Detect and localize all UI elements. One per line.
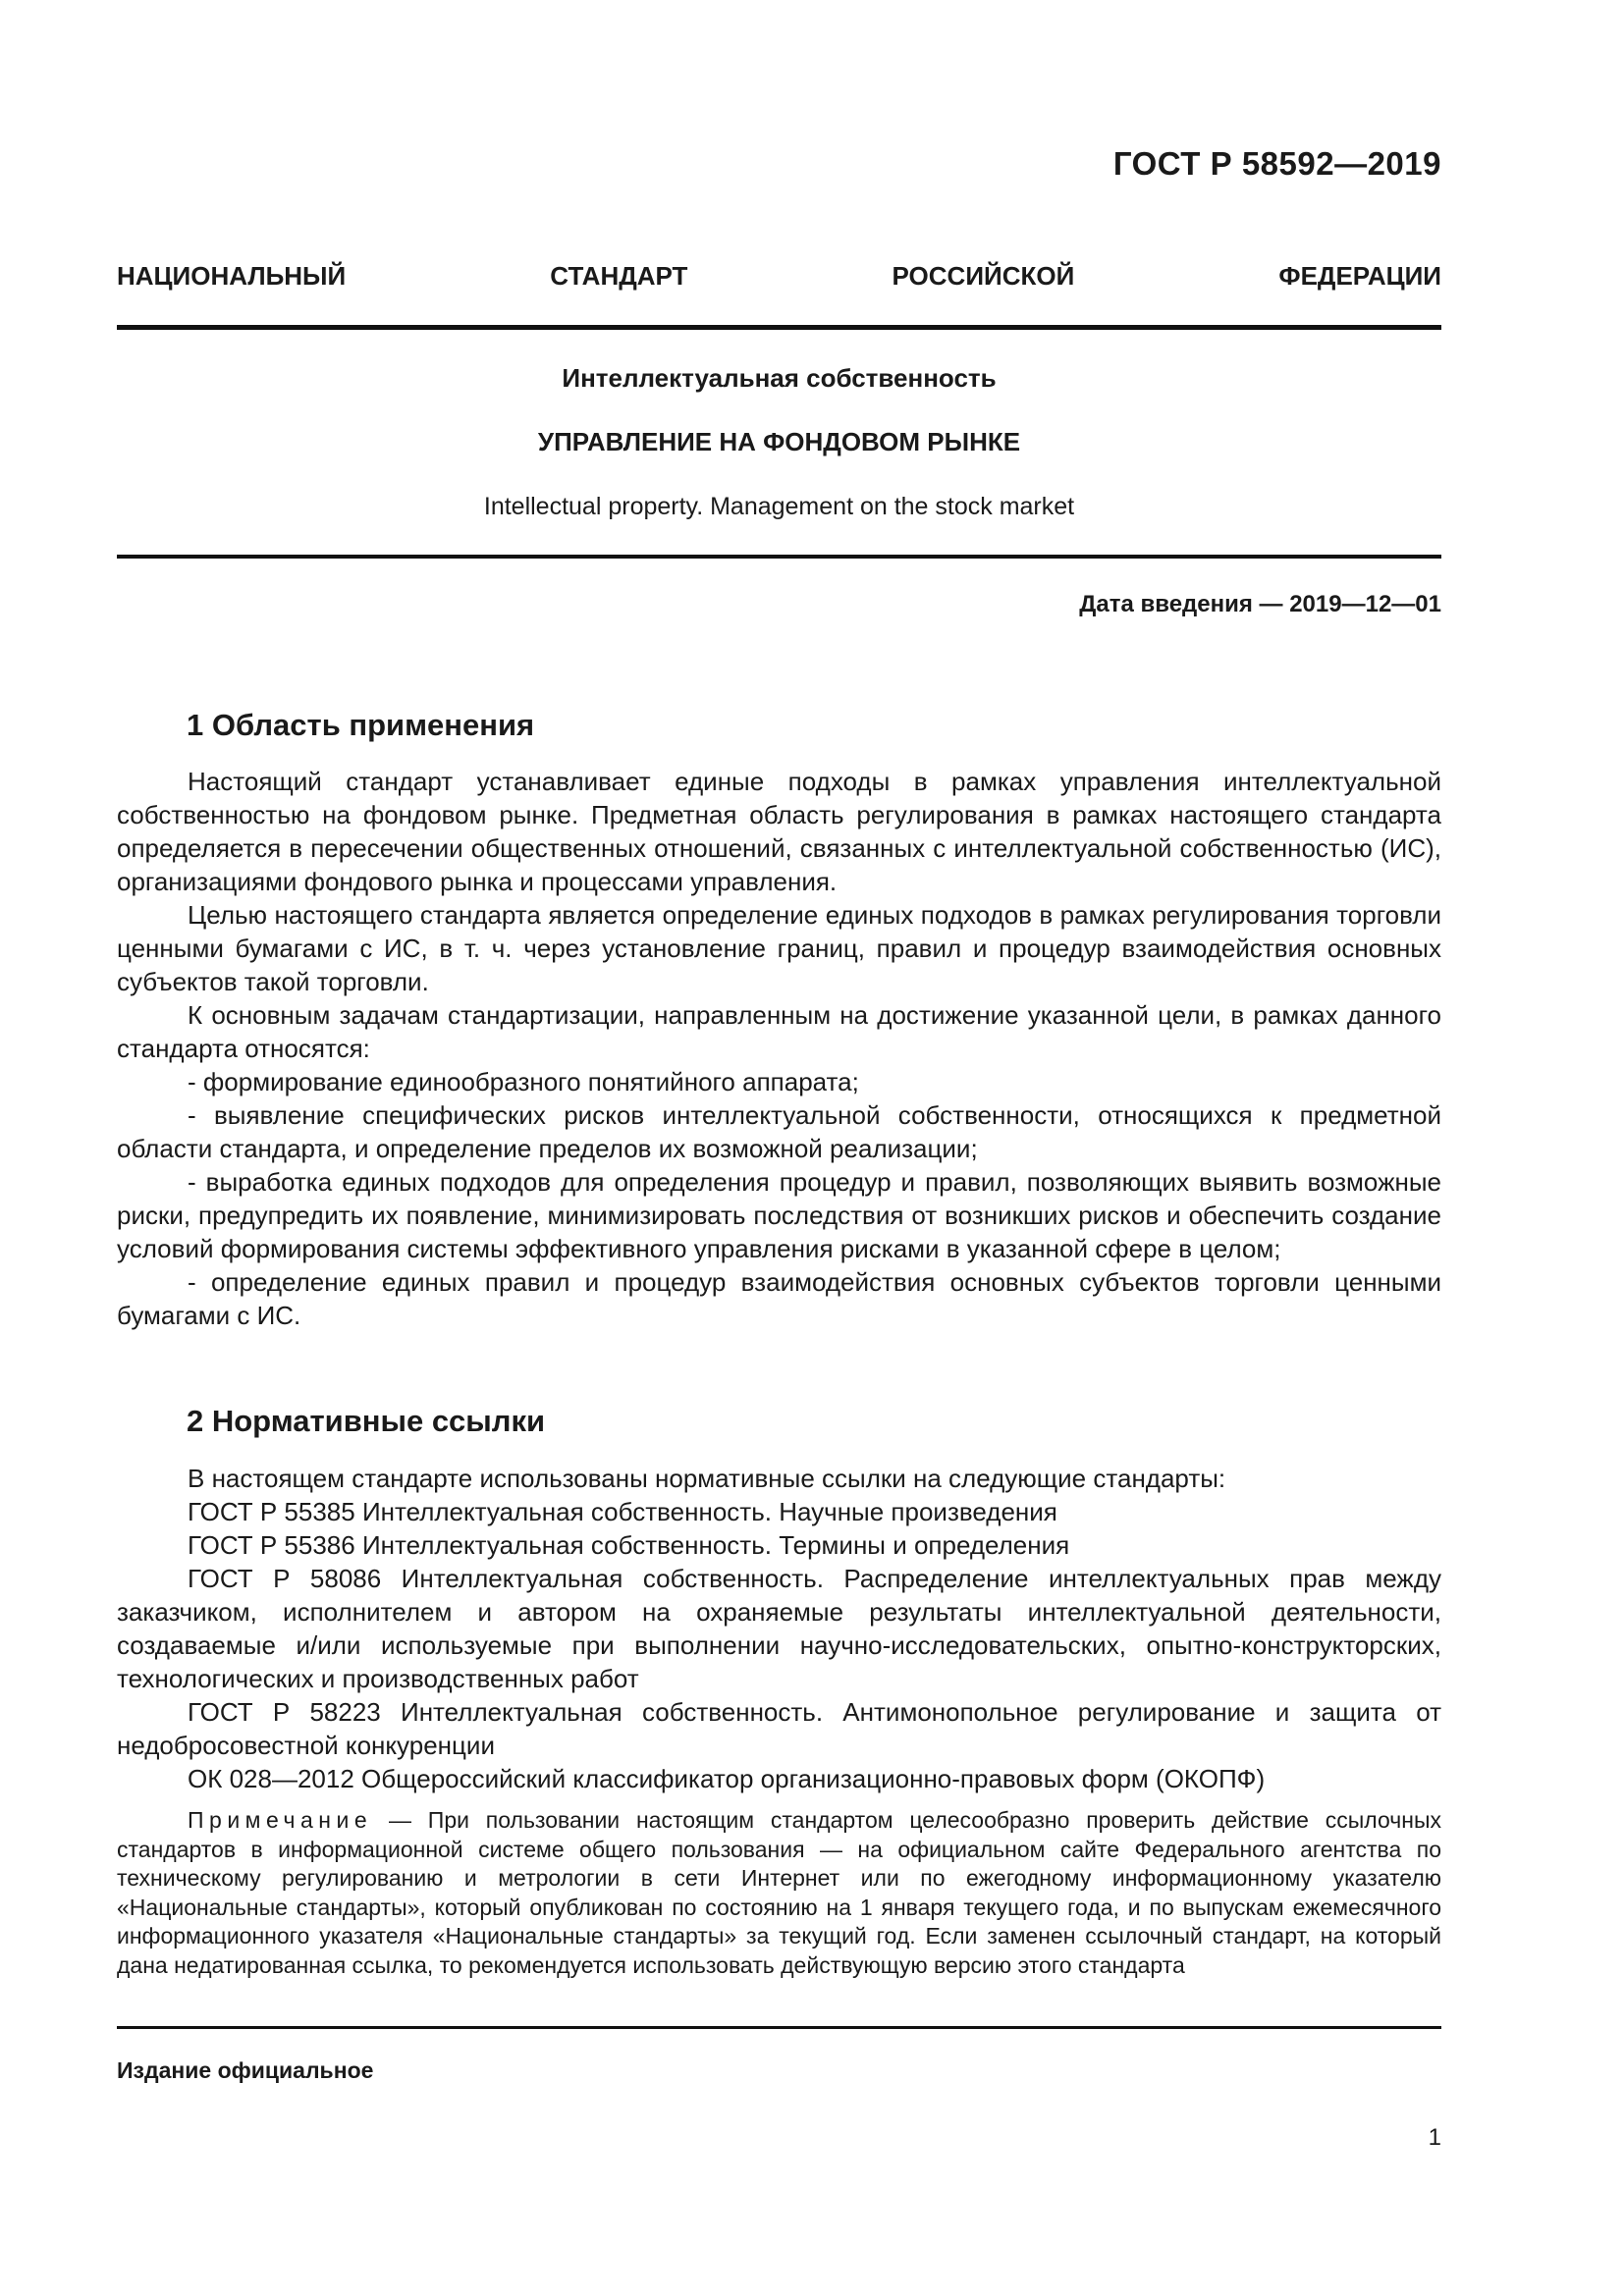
reference-item: ГОСТ Р 55385 Интеллектуальная собственность. Научные произведения	[188, 1497, 1057, 1526]
title-divider	[117, 555, 1441, 559]
title-english: Intellectual property. Management on the stock market	[483, 493, 1075, 520]
paragraph: Целью настоящего стандарта является определение единых подходов в рамках регулирования торговли ценными бумагами с ИС, в т. ч. через установление границ, правил и процедур взаимодействия основных субъектов такой торговли.	[117, 900, 1441, 996]
reference-item: ГОСТ Р 58223 Интеллектуальная собственность. Антимонопольное регулирование и защита от недобросовестной конкуренции	[117, 1697, 1441, 1760]
note-text: — При пользовании настоящим стандартом целесообразно проверить действие ссылочных стандартов в информационной системе общего пользования — на официальном сайте Федерального агентства по техническому регулированию и метрологии в сети Интернет или по ежегодному информационному указателю «Национальные стандарты», который опубликован по состоянию на 1 января текущего года, и по выпускам ежемесячного информационного указателя «Национальные стандарты» за текущий год. Если заменен ссылочный стандарт, на который дана недатированная ссылка, то рекомендуется использовать действующую версию этого стандарта	[117, 1807, 1441, 1978]
reference-item: ГОСТ Р 55386 Интеллектуальная собственность. Термины и определения	[188, 1530, 1070, 1560]
section-scope-body	[117, 765, 1441, 1332]
title-main: УПРАВЛЕНИЕ НА ФОНДОВОМ РЫНКЕ	[537, 427, 1021, 456]
list-item: - определение единых правил и процедур взаимодействия основных субъектов торговли ценными бумагами с ИС.	[117, 1267, 1441, 1330]
list-item: - выработка единых подходов для определения процедур и правил, позволяющих выявить возможные риски, предупредить их появление, минимизировать последствия от возникших рисков и обеспечить создание условий формирования системы эффективного управления рисками в указанной сфере в целом;	[117, 1167, 1441, 1263]
section-heading-references: 2 Нормативные ссылки	[187, 1404, 546, 1438]
list-item: - выявление специфических рисков интеллектуальной собственности, относящихся к предметной области стандарта, и определение пределов их возможной реализации;	[117, 1100, 1441, 1163]
paragraph: К основным задачам стандартизации, направленным на достижение указанной цели, в рамках данного стандарта относятся:	[117, 1000, 1441, 1063]
reference-item: ГОСТ Р 58086 Интеллектуальная собственность. Распределение интеллектуальных прав между заказчиком, исполнителем и автором на охраняемые результаты интеллектуальной деятельности, создаваемые и/или используемые при выполнении научно-исследовательских, опытно-конструкторских, технологических и производственных работ	[117, 1564, 1441, 1693]
top-divider	[117, 325, 1441, 330]
introduction-date: Дата введения — 2019—12—01	[1079, 591, 1441, 617]
paragraph: В настоящем стандарте использованы нормативные ссылки на следующие стандарты:	[188, 1464, 1226, 1493]
list-item: - формирование единообразного понятийного аппарата;	[188, 1067, 859, 1096]
paragraph: Настоящий стандарт устанавливает единые подходы в рамках управления интеллектуальной собственностью на фондовом рынке. Предметная область регулирования в рамках настоящего стандарта определяется в пересечении общественных отношений, связанных с интеллектуальной собственностью (ИС), организациями фондового рынка и процессами управления.	[117, 767, 1441, 896]
page-number: 1	[1428, 2124, 1441, 2151]
section-heading-scope: 1 Область применения	[187, 708, 535, 742]
section-references-body	[117, 1462, 1441, 1795]
document-number: ГОСТ Р 58592—2019	[1112, 145, 1441, 182]
national-standard-title: НАЦИОНАЛЬНЫЙ СТАНДАРТ РОССИЙСКОЙ ФЕДЕРАЦИИ	[117, 261, 1441, 291]
note-block	[117, 1806, 1441, 1980]
reference-item: ОК 028—2012 Общероссийский классификатор организационно-правовых форм (ОКОПФ)	[188, 1764, 1266, 1793]
title-subject: Интеллектуальная собственность	[562, 363, 997, 393]
edition-label: Издание официальное	[117, 2057, 374, 2083]
note-label: Примечание	[188, 1807, 373, 1833]
footer-divider	[117, 2026, 1441, 2029]
